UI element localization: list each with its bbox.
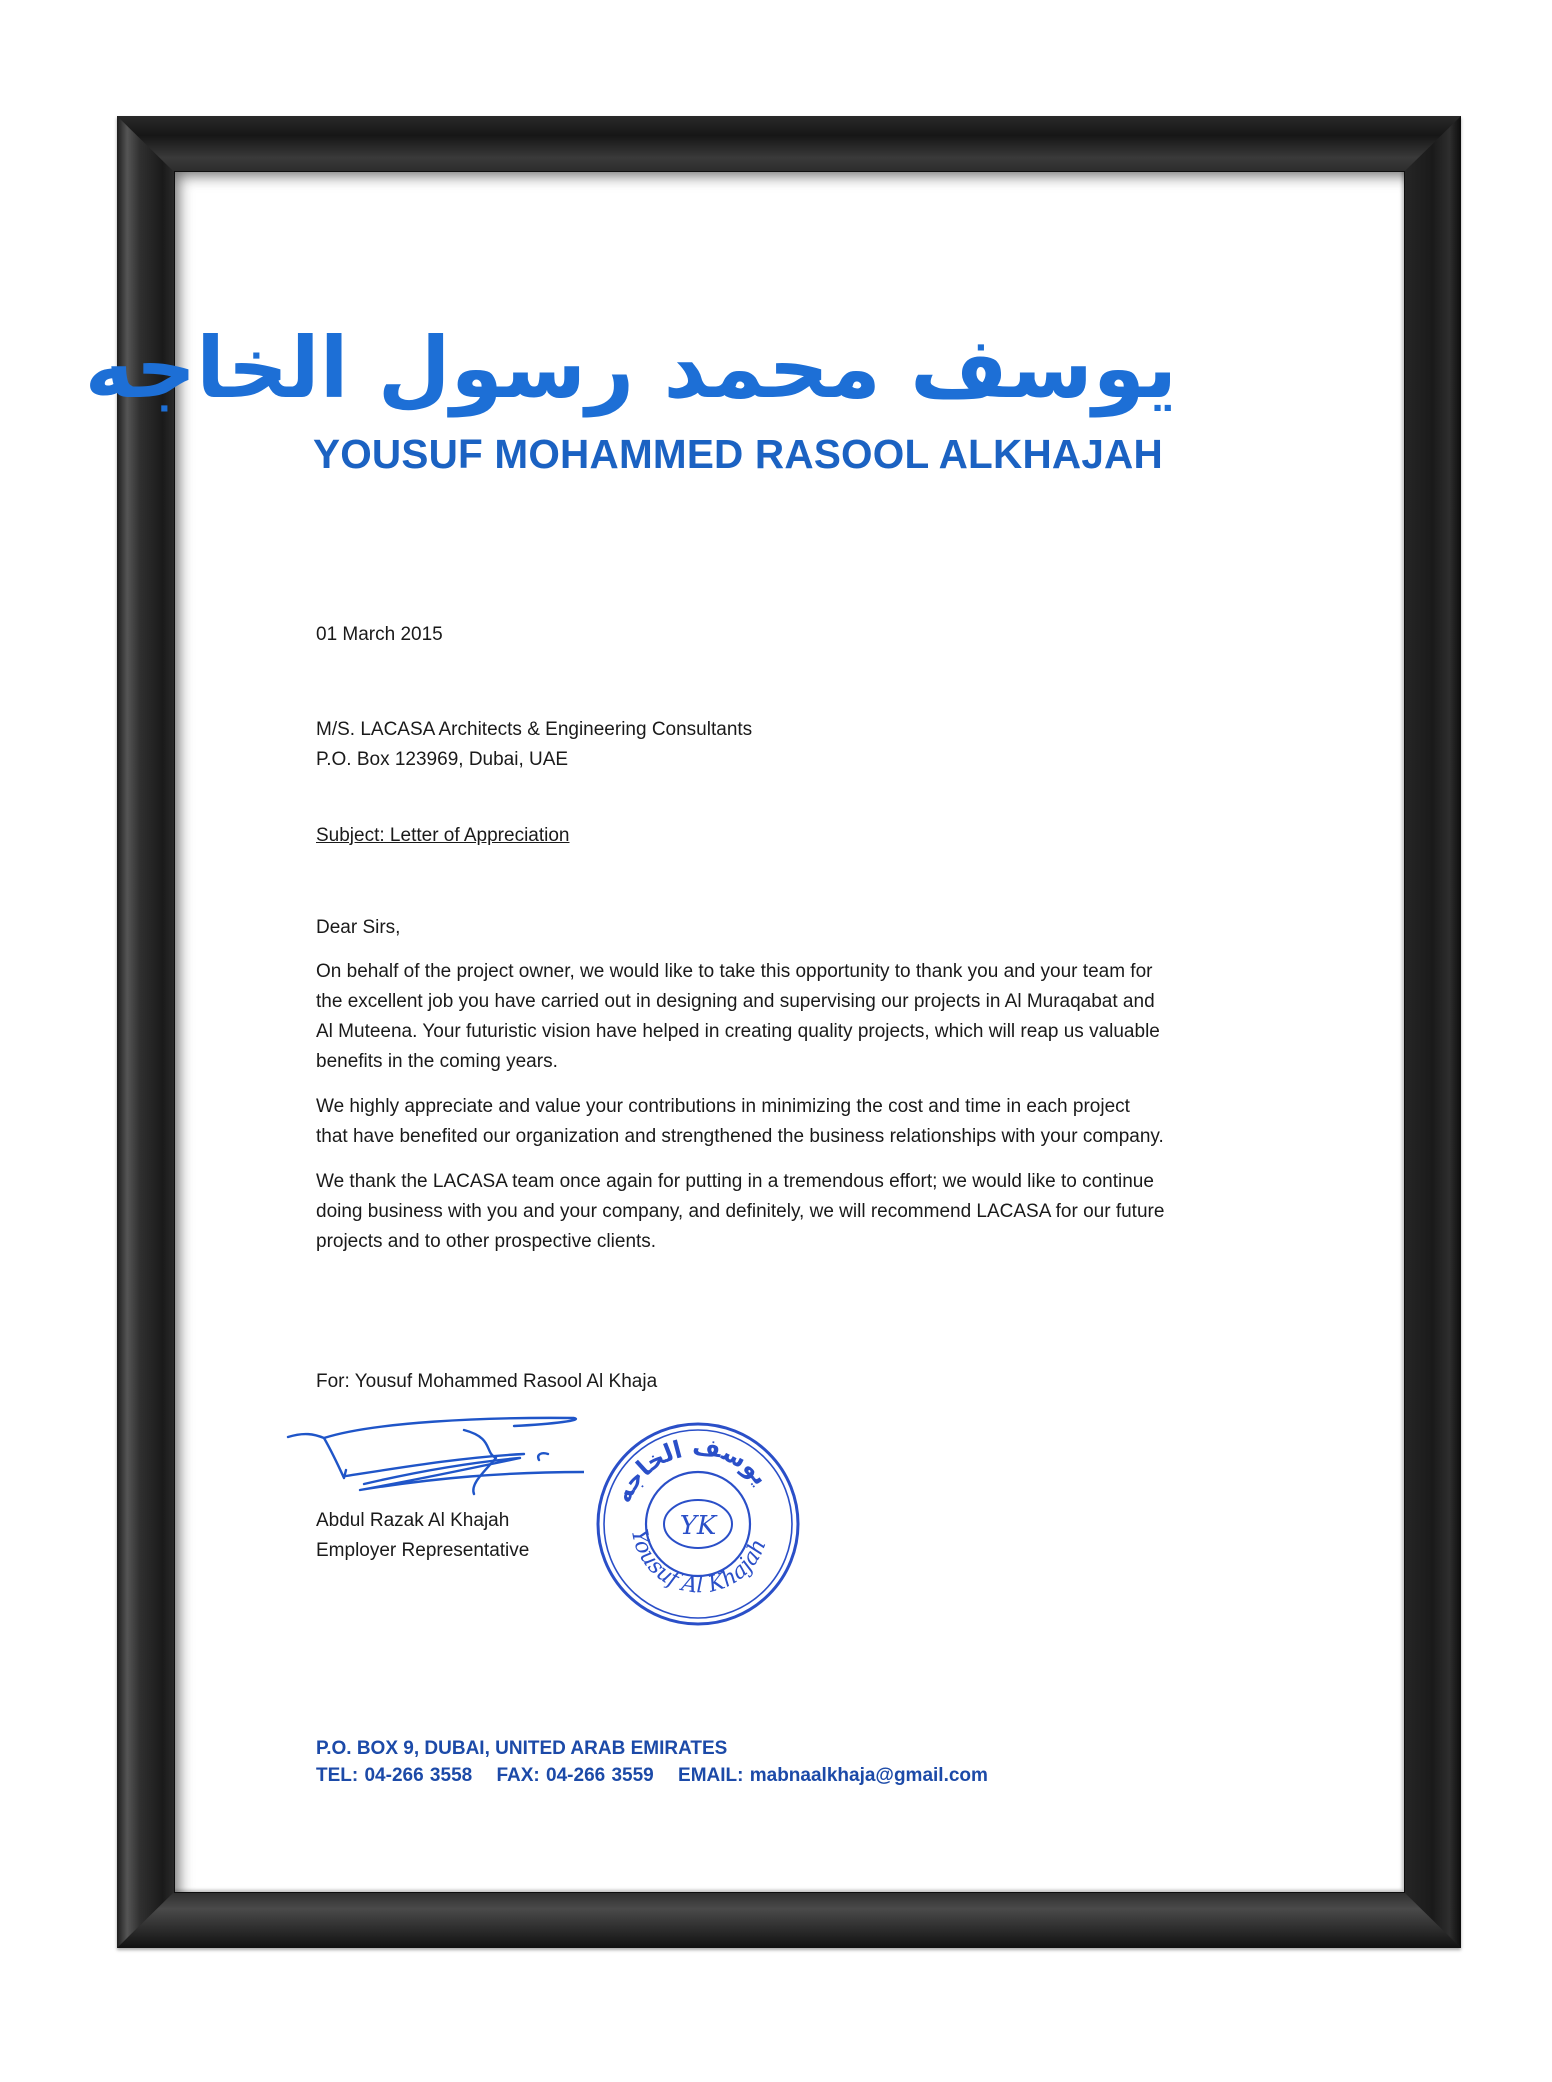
on-behalf-line: For: Yousuf Mohammed Rasool Al Khaja: [316, 1371, 658, 1392]
signer-name: Abdul Razak Al Khajah: [316, 1510, 510, 1531]
frame-right-edge: [1404, 116, 1461, 1948]
paragraph-line: On behalf of the project owner, we would like to take this opportunity to thank you and your team for: [316, 961, 1153, 982]
paragraph-line: We highly appreciate and value your contributions in minimizing the cost and time in each project: [316, 1096, 1130, 1117]
footer-contact: [316, 1762, 1006, 1789]
frame-bottom-edge: [117, 1892, 1461, 1948]
body-paragraph-2: [316, 1092, 1316, 1152]
footer-address: P.O. BOX 9, DUBAI, UNITED ARAB EMIRATES: [316, 1738, 728, 1759]
addressee-line-2: P.O. Box 123969, Dubai, UAE: [316, 749, 569, 770]
svg-text:Yousuf Al Khajah: Yousuf Al Khajah: [625, 1527, 772, 1599]
body-paragraph-1: [316, 957, 1316, 1077]
paragraph-line: benefits in the coming years.: [316, 1051, 558, 1072]
addressee-line-1: M/S. LACASA Architects & Engineering Consultants: [316, 719, 753, 740]
svg-text:يوسف الخاجه: يوسف الخاجه: [608, 1432, 776, 1507]
letterhead-arabic-name: يوسف محمد رسول الخاجه: [84, 319, 1177, 417]
body-paragraph-3: [316, 1167, 1316, 1257]
paragraph-line: Al Muteena. Your futuristic vision have helped in creating quality projects, which will reap us valuable: [316, 1021, 1160, 1042]
letter-date: 01 March 2015: [316, 624, 443, 645]
letter-subject: Subject: Letter of Appreciation: [316, 825, 570, 846]
paragraph-line: the excellent job you have carried out in designing and supervising our projects in Al Muraqabat and: [316, 991, 1155, 1012]
letterhead-english-name: YOUSUF MOHAMMED RASOOL ALKHAJAH: [313, 431, 1163, 477]
signer-title: Employer Representative: [316, 1540, 530, 1561]
salutation: Dear Sirs,: [316, 917, 401, 938]
frame-top-edge: [117, 116, 1461, 172]
paragraph-line: projects and to other prospective clients.: [316, 1231, 657, 1252]
svg-text:YK: YK: [679, 1511, 717, 1541]
footer-email[interactable]: EMAIL: mabnaalkhaja@gmail.com: [678, 1765, 988, 1786]
paragraph-line: We thank the LACASA team once again for putting in a tremendous effort; we would like to continue: [316, 1171, 1154, 1192]
addressee-block: [316, 715, 752, 775]
company-stamp-icon: [592, 1418, 804, 1630]
footer-fax: FAX: 04-266 3559: [496, 1765, 654, 1786]
paragraph-line: that have benefited our organization and strengthened the business relationships with your company.: [316, 1126, 1164, 1147]
paragraph-line: doing business with you and your company, and definitely, we will recommend LACASA for our future: [316, 1201, 1165, 1222]
handwritten-signature: [284, 1412, 584, 1502]
footer-telephone: TEL: 04-266 3558: [316, 1765, 473, 1786]
